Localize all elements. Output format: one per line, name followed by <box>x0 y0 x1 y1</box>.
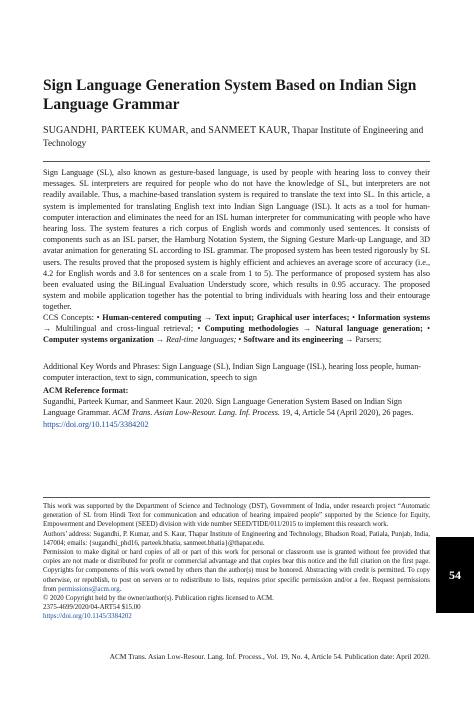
ccs-c5: Software and its engineering <box>243 335 344 345</box>
ccs-c3: Computing methodologies <box>204 324 299 334</box>
footnote-doi-link[interactable]: https://doi.org/10.1145/3384202 <box>43 613 132 621</box>
paper-title: Sign Language Generation System Based on Indian Sign Language Grammar <box>43 77 417 113</box>
ccs-bullet-3: • <box>197 324 201 334</box>
ccs-arrow-5: → <box>345 335 354 345</box>
permission-text: Permission to make digital or hard copies of all or part of this work for personal or classroom use is granted without fee provided that copies are not made or distributed for profit or commercial advantage and that copies bear this notice and the full citation on the first page. Copyrights for components of this work owned by others than the author(s) must be honored. Abstracting with credit is permitted. To copy otherwise, or republish, to post on servers or to redistribute to lists, requires prior specific permission and/or a fee. Request permissions from <box>43 549 430 593</box>
permission-email-link[interactable]: permissions@acm.org <box>58 585 120 593</box>
footnote-permission: Permission to make digital or hard copies of all or part of this work for personal or classroom use is granted without fee provided that copies are not made or distributed for profit or commercial advantage and that copies bear this notice and the full citation on the first page. Copyrights for components of this work owned by others than the author(s) must be honored. Abstracting with credit is permitted. To copy otherwise, or republish, to post on servers or to redistribute to lists, requires prior specific permission and/or a fee. Request permissions from permissions@acm.org. <box>43 549 430 593</box>
reference-text: Sugandhi, Parteek Kumar, and Sanmeet Kaur. 2020. Sign Language Generation System Based on Indian Sign Language Grammar. <box>43 397 402 418</box>
reference-journal: ACM Trans. Asian Low-Resour. Lang. Inf. Process. <box>112 408 280 418</box>
ccs-concepts <box>43 312 430 346</box>
ccs-bullet-4: • <box>427 324 430 334</box>
ccs-arrow-2: → <box>43 324 52 334</box>
keywords: Additional Key Words and Phrases: Sign Language (SL), Indian Sign Language (ISL), hearing loss people, human-computer interaction, text to sign, communication, speech to sign <box>43 362 422 383</box>
divider-top <box>43 161 430 162</box>
page-number: 54 <box>449 567 461 582</box>
ccs-bullet-5: • <box>238 335 242 345</box>
ccs-c4-sub: Real-time languages; <box>166 335 237 345</box>
ccs-c1: Human-centered computing <box>102 313 202 322</box>
ccs-c3-sub: Natural language generation; <box>315 324 423 334</box>
reference-doi-link[interactable]: https://doi.org/10.1145/3384202 <box>43 419 149 429</box>
footnote-address: Authors’ address: Sugandhi, P. Kumar, and S. Kaur, Thapar Institute of Engineering and Technology, Bhadson Road, Patiala, Punjab, India, 147004; emails: {sugandhi_phd16, parteek.bhatia, sanmeet.bhatia}@thapar.edu. <box>43 530 430 547</box>
author-affiliation: Thapar Institute of Engineering and Technology <box>43 125 424 148</box>
footnote-copyright: © 2020 Copyright held by the owner/author(s). Publication rights licensed to ACM. <box>43 595 274 603</box>
ccs-arrow-4: → <box>155 335 165 345</box>
author-names: SUGANDHI, PARTEEK KUMAR, and SANMEET KAUR, <box>43 125 290 136</box>
reference-format <box>43 385 430 430</box>
reference-details: 19, 4, Article 54 (April 2020), 26 pages. <box>282 408 414 418</box>
footnotes <box>43 502 430 622</box>
author-block <box>43 124 435 150</box>
ccs-c2-sub: Multilingual and cross-lingual retrieval; <box>55 324 194 334</box>
footnote-issn: 2375-4699/2020/04-ART54 $15.00 <box>43 604 141 612</box>
abstract: Sign Language (SL), also known as gesture-based language, is used by people with hearing loss to convey their messages. SL interpreters are required for people who do not have the knowledge of SL, but interpreters are not readily available. Thus, a machine-based translation system is required to translate the text into SL. In this article, a system is implemented for translating English text into Indian Sign Language (ISL). It acts as a tool for human-computer interaction and eliminates the need for an ISL human interpreter for communicating with people who have hearing loss. The system features a rich corpus of English words and commonly used sentences. It consists of components such as an ISL parser, the Hamburg Notation System, the Signing Gesture Mark-up Language, and 3D avatar animation for generating SL according to ISL grammar. The proposed system has been tested rigorously by SL users. The results proved that the proposed system is highly efficient and achieves an average score of accuracy (i.e., 4.2 for English words and 3.8 for sentences on a scale from 1 to 5). The performance of proposed system has also been evaluated using the BiLingual Evaluation Understudy score, which results in 0.95 accuracy. The proposed system and mobile application together has the potential to bring individuals with hearing loss and their entourage together. <box>43 168 430 312</box>
reference-body <box>43 396 430 430</box>
ccs-arrow-1: → <box>203 313 213 322</box>
ccs-c2: Information systems <box>357 313 431 322</box>
ccs-bullet-2: • <box>352 313 356 322</box>
ccs-c1-sub: Text input; Graphical user interfaces; <box>214 313 350 322</box>
page-number-tab <box>436 537 474 613</box>
ccs-c5-sub: Parsers; <box>355 335 382 345</box>
page-footer: ACM Trans. Asian Low-Resour. Lang. Inf. Process., Vol. 19, No. 4, Article 54. Publication date: April 2020. <box>109 652 430 661</box>
reference-heading: ACM Reference format: <box>43 386 129 395</box>
footnote-support: This work was supported by the Department of Science and Technology (DST), Government of India, under research project “Automatic generation of SL from Hindi Text for communication and education of hearing impaired people” supported by the Science for Equity, Empowerment and Development (SEED) division with vide number SEED/TIDE/011/2015 to implement this research work. <box>43 503 430 529</box>
ccs-arrow-3: → <box>302 324 312 334</box>
divider-footnotes <box>43 497 430 498</box>
ccs-prefix: CCS Concepts: • <box>43 313 100 322</box>
ccs-c4: Computer systems organization <box>43 335 154 345</box>
